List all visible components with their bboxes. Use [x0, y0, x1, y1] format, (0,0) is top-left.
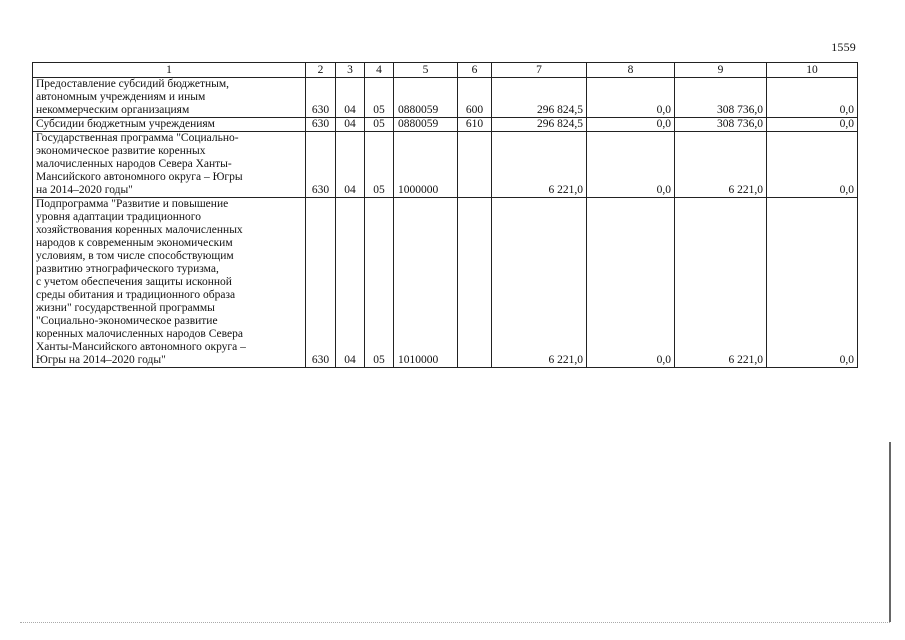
- cell-col-9: 308 736,0: [675, 118, 767, 132]
- description-line: Подпрограмма "Развитие и повышение: [36, 198, 229, 210]
- description-line: хозяйствования коренных малочисленных: [36, 224, 243, 236]
- cell-col-6: [458, 132, 492, 198]
- scan-bottom-dots: [20, 622, 890, 624]
- description-line: условиям, в том числе способствующим: [36, 250, 234, 262]
- cell-col-9: 6 221,0: [675, 132, 767, 198]
- table-row: [33, 198, 858, 368]
- row-description: [33, 198, 306, 368]
- row-description: [33, 78, 306, 118]
- cell-col-6: 600: [458, 78, 492, 118]
- budget-table: [32, 62, 858, 368]
- cell-col-10: 0,0: [767, 132, 858, 198]
- cell-col-7: 296 824,5: [492, 78, 587, 118]
- header-col-2: 2: [306, 63, 336, 78]
- header-col-1: 1: [33, 63, 306, 78]
- description-line: уровня адаптации традиционного: [36, 211, 201, 223]
- description-line: среды обитания и традиционного образа: [36, 289, 236, 301]
- row-description: [33, 132, 306, 198]
- description-line: Субсидии бюджетным учреждениям: [36, 118, 215, 130]
- cell-col-8: 0,0: [587, 118, 675, 132]
- description-line: народов к современным экономическим: [36, 237, 233, 249]
- cell-col-8: 0,0: [587, 78, 675, 118]
- description-line: Государственная программа "Социально-: [36, 132, 239, 144]
- header-col-4: 4: [365, 63, 394, 78]
- cell-col-4: 05: [365, 78, 394, 118]
- header-row: [33, 63, 858, 78]
- description-line: малочисленных народов Севера Ханты-: [36, 158, 232, 170]
- header-col-8: 8: [587, 63, 675, 78]
- description-line: на 2014–2020 годы": [36, 184, 133, 196]
- header-col-9: 9: [675, 63, 767, 78]
- cell-col-7: 296 824,5: [492, 118, 587, 132]
- cell-col-8: 0,0: [587, 198, 675, 368]
- header-col-3: 3: [336, 63, 365, 78]
- description-line: Предоставление субсидий бюджетным,: [36, 78, 230, 90]
- description-line: коренных малочисленных народов Севера: [36, 328, 243, 340]
- table-row: [33, 132, 858, 198]
- cell-col-4: 05: [365, 118, 394, 132]
- cell-col-6: [458, 198, 492, 368]
- description-line: с учетом обеспечения защиты исконной: [36, 276, 232, 288]
- description-line: развитию этнографического туризма,: [36, 263, 219, 275]
- cell-col-2: 630: [306, 198, 336, 368]
- row-description: [33, 118, 306, 132]
- cell-col-5: 1000000: [394, 132, 458, 198]
- header-col-5: 5: [394, 63, 458, 78]
- description-line: экономическое развитие коренных: [36, 145, 206, 157]
- cell-col-9: 308 736,0: [675, 78, 767, 118]
- page-number: 1559: [831, 40, 856, 54]
- cell-col-10: 0,0: [767, 118, 858, 132]
- header-col-7: 7: [492, 63, 587, 78]
- cell-col-6: 610: [458, 118, 492, 132]
- cell-col-9: 6 221,0: [675, 198, 767, 368]
- cell-col-2: 630: [306, 132, 336, 198]
- cell-col-10: 0,0: [767, 78, 858, 118]
- description-line: Югры на 2014–2020 годы": [36, 354, 166, 366]
- cell-col-2: 630: [306, 78, 336, 118]
- cell-col-10: 0,0: [767, 198, 858, 368]
- description-line: Ханты-Мансийского автономного округа –: [36, 341, 246, 353]
- cell-col-5: 0880059: [394, 118, 458, 132]
- description-line: "Социально-экономическое развитие: [36, 315, 218, 327]
- cell-col-7: 6 221,0: [492, 132, 587, 198]
- description-line: автономным учреждениям и иным: [36, 91, 206, 103]
- table-row: [33, 118, 858, 132]
- cell-col-4: 05: [365, 132, 394, 198]
- cell-col-3: 04: [336, 78, 365, 118]
- description-line: некоммерческим организациям: [36, 104, 190, 116]
- cell-col-4: 05: [365, 198, 394, 368]
- header-col-10: 10: [767, 63, 858, 78]
- scan-edge-line: [889, 442, 891, 622]
- cell-col-5: 1010000: [394, 198, 458, 368]
- table-row: [33, 78, 858, 118]
- cell-col-3: 04: [336, 132, 365, 198]
- cell-col-3: 04: [336, 198, 365, 368]
- description-line: жизни" государственной программы: [36, 302, 215, 314]
- cell-col-7: 6 221,0: [492, 198, 587, 368]
- cell-col-5: 0880059: [394, 78, 458, 118]
- description-line: Мансийского автономного округа – Югры: [36, 171, 243, 183]
- header-col-6: 6: [458, 63, 492, 78]
- cell-col-3: 04: [336, 118, 365, 132]
- cell-col-2: 630: [306, 118, 336, 132]
- cell-col-8: 0,0: [587, 132, 675, 198]
